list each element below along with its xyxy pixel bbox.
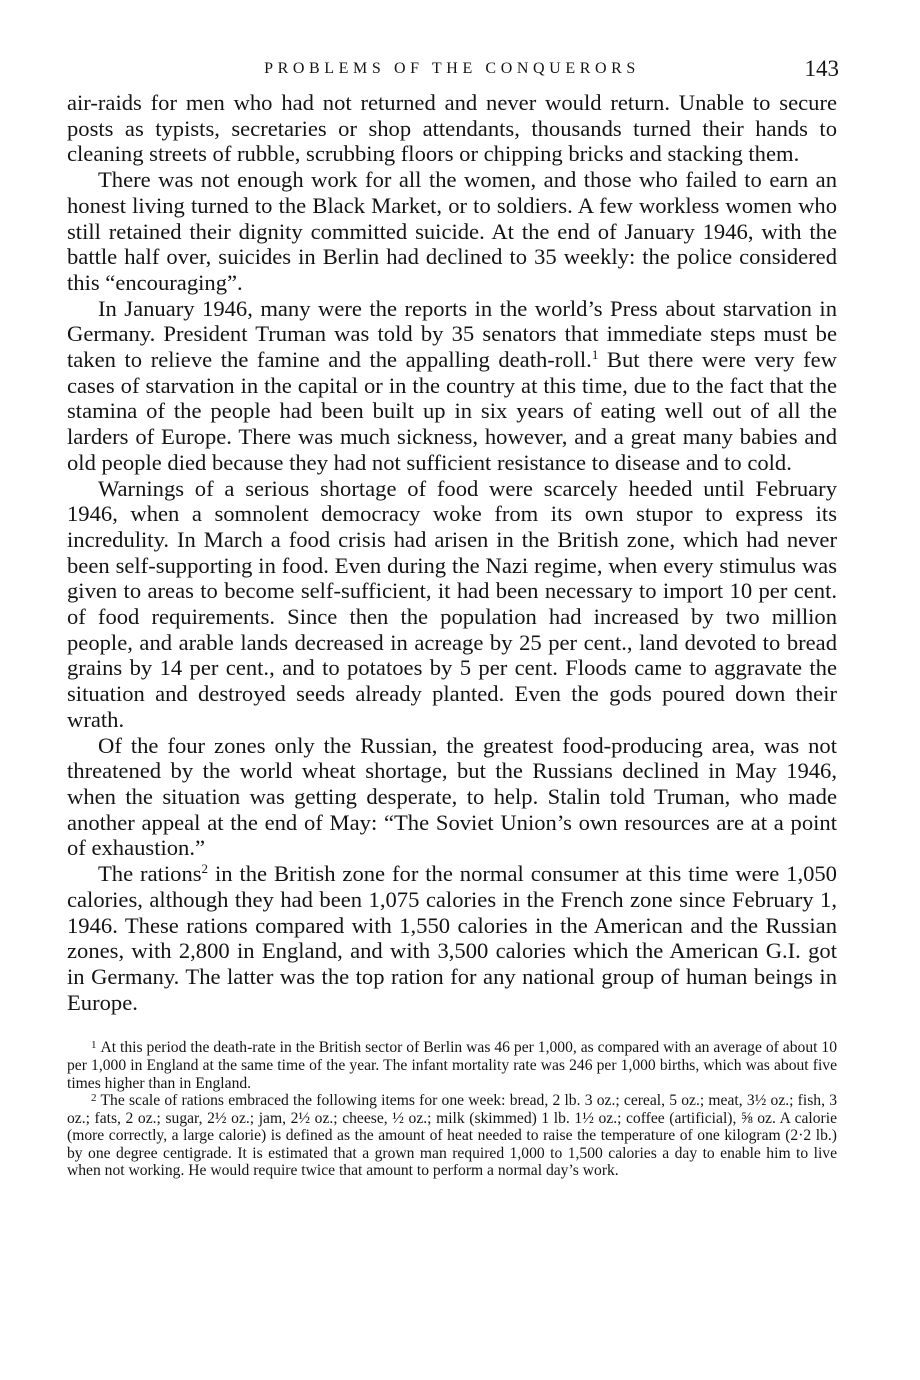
footnote-1-text: At this period the death-rate in the British sector of Berlin was 46 per 1,000, as compared with an average of about 10 per 1,000 in England at the same time of the year. The infant mortality rate was 246 per 1,000 births, which was about five times higher than in England. bbox=[67, 1039, 837, 1092]
body-text bbox=[67, 90, 837, 1015]
paragraph-4: Warnings of a serious shortage of food were scarcely heeded until February 1946, when a somnolent democracy woke from its own stupor to express its incredulity. In March a food crisis had arisen in the British zone, which had never been self-supporting in food. Even during the Nazi regime, when every stimulus was given to areas to become self-sufficient, it had been necessary to import 10 per cent. of food requirements. Since then the population had increased by two million people, and arable lands decreased in acreage by 25 per cent., land devoted to bread grains by 14 per cent., and to potatoes by 5 per cent. Floods came to aggravate the situation and destroyed seeds already planted. Even the gods poured down their wrath. bbox=[67, 475, 837, 732]
footnote-ref-1: 1 bbox=[591, 347, 599, 363]
running-head bbox=[67, 56, 837, 90]
footnote-2-text: The scale of rations embraced the following items for one week: bread, 2 lb. 3 oz.; cereal, 5 oz.; meat, 3½ oz.; fish, 3 oz.; fats, 2 oz.; sugar, 2½ oz.; jam, 2½ oz.; cheese, ½ oz.; milk (skimmed) 1 lb. 1½ oz.; coffee (artificial), ⅝ oz. A calorie (more correctly, a large calorie) is defined as the amount of heat needed to raise the temperature of one kilogram (2·2 lb.) by one degree centigrade. It is estimated that a grown man required 1,000 to 1,500 calories a day to enable him to live when not working. He would require twice that amount to perform a normal day’s work. bbox=[67, 1092, 837, 1180]
paragraph-1: air-raids for men who had not returned and never would return. Unable to secure posts as typists, secretaries or shop attendants, thousands turned their hands to cleaning streets of rubble, scrubbing floors or chipping bricks and stacking them. bbox=[67, 90, 837, 167]
footnote-2-mark: 2 bbox=[91, 1092, 97, 1105]
paragraph-6-part-b: in the British zone for the normal consumer at this time were 1,050 calories, although they had been 1,075 calories in the French zone since February 1, 1946. These rations compared with 1,550 calories in the American and the Russian zones, with 2,800 in England, and with 3,500 calories which the American G.I. got in Germany. The latter was the top ration for any national group of human beings in Europe. bbox=[67, 861, 837, 1015]
paragraph-3 bbox=[67, 296, 837, 476]
paragraph-3-part-a: In January 1946, many were the reports in the world’s Press about starvation in Germany. President Truman was told by 35 senators that immediate steps must be taken to relieve the famine and the appalling death-roll. bbox=[67, 295, 837, 373]
paragraph-2: There was not enough work for all the women, and those who failed to earn an honest living turned to the Black Market, or to soldiers. A few workless women who still retained their dignity committed suicide. At the end of January 1946, with the battle half over, suicides in Berlin had declined to 35 weekly: the police considered this “encouraging”. bbox=[67, 167, 837, 295]
paragraph-6-part-a: The rations bbox=[98, 861, 202, 887]
footnotes bbox=[67, 1039, 837, 1180]
footnote-ref-2: 2 bbox=[201, 861, 209, 877]
footnote-2 bbox=[67, 1092, 837, 1180]
paragraph-3-part-b: But there were very few cases of starvation in the capital or in the country at this time, due to the fact that the stamina of the people had been built up in six years of eating well out of all the larders of Europe. There was much sickness, however, and a great many babies and old people died because they had not sufficient resistance to disease and to cold. bbox=[67, 347, 837, 475]
paragraph-5: Of the four zones only the Russian, the greatest food-producing area, was not threatened by the world wheat shortage, but the Russians declined in May 1946, when the situation was getting desperate, to help. Stalin told Truman, who made another appeal at the end of May: “The Soviet Union’s own resources are at a point of exhaustion.” bbox=[67, 732, 837, 861]
footnote-1-mark: 1 bbox=[91, 1039, 97, 1052]
paragraph-6 bbox=[67, 861, 837, 1015]
book-page bbox=[67, 56, 837, 1180]
footnote-1 bbox=[67, 1039, 837, 1092]
page-number: 143 bbox=[804, 56, 839, 81]
running-title: PROBLEMS OF THE CONQUERORS bbox=[264, 60, 640, 77]
